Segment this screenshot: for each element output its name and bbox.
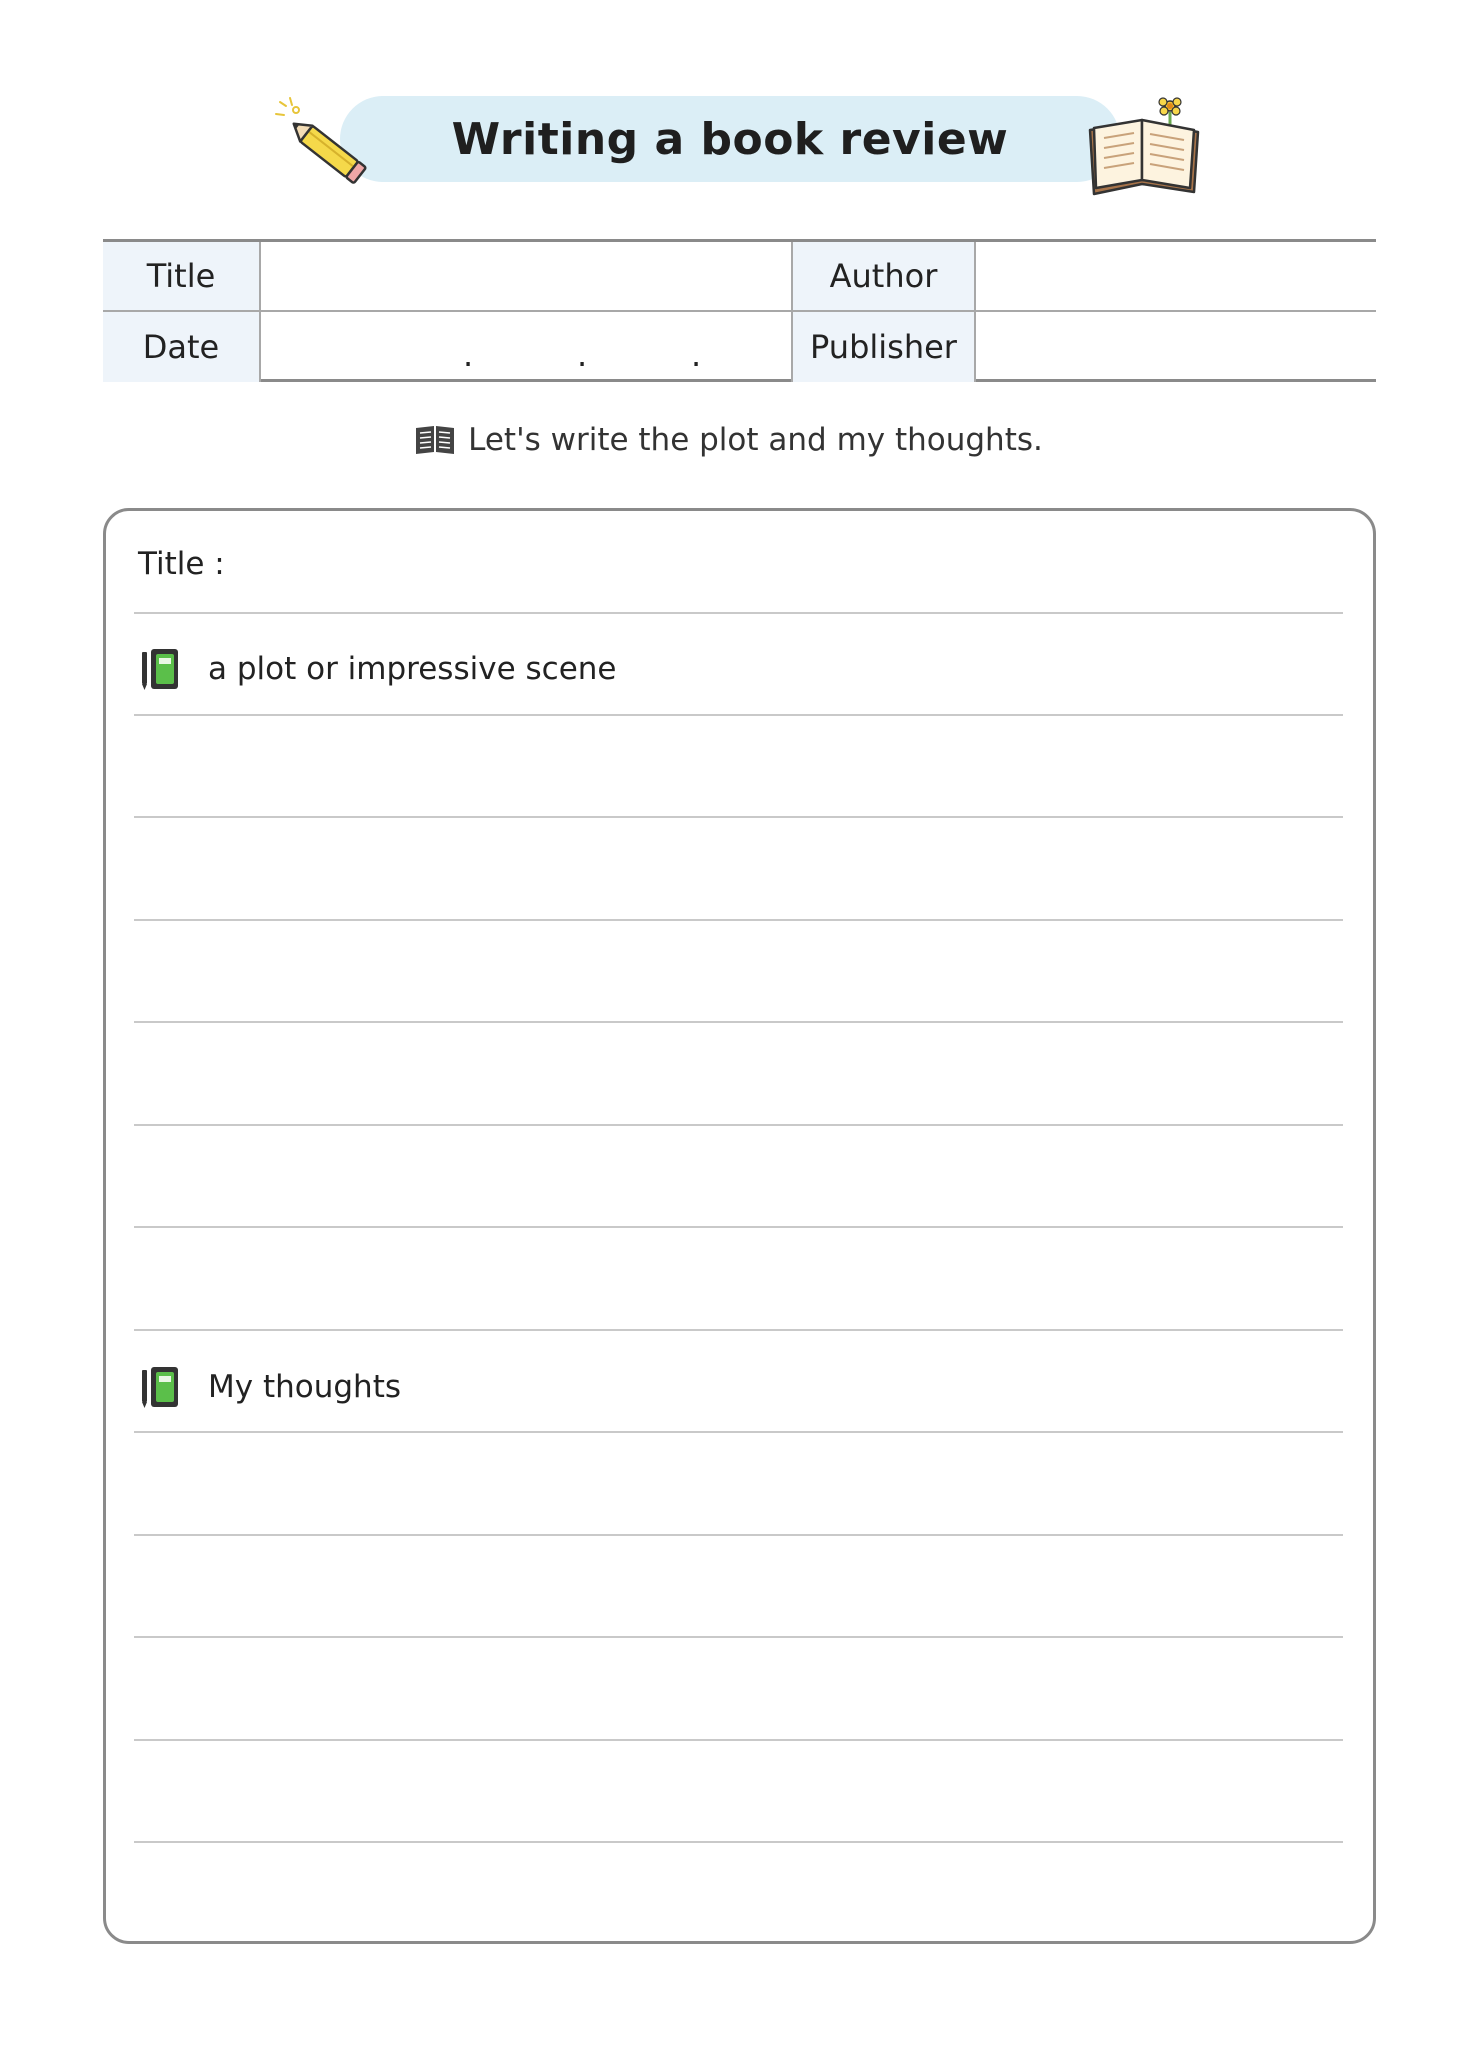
writing-line[interactable] <box>134 1636 1343 1638</box>
section-thoughts-label: My thoughts <box>208 1369 401 1405</box>
instruction-text: Let's write the plot and my thoughts. <box>468 422 1043 458</box>
writing-line[interactable] <box>134 1021 1343 1023</box>
date-separator: . <box>577 336 588 374</box>
writing-line[interactable] <box>134 1329 1343 1331</box>
section-thoughts-heading <box>140 1360 401 1414</box>
author-field[interactable] <box>976 242 1376 310</box>
writing-line[interactable] <box>134 1534 1343 1536</box>
writing-line[interactable] <box>134 1739 1343 1741</box>
writing-line[interactable] <box>134 1431 1343 1433</box>
notebook-pencil-icon <box>140 646 180 692</box>
date-separator: . <box>463 336 474 374</box>
writing-line[interactable] <box>134 1124 1343 1126</box>
date-label: Date <box>103 312 261 382</box>
section-plot-label: a plot or impressive scene <box>208 651 617 687</box>
page-title: Writing a book review <box>451 113 1009 165</box>
publisher-field[interactable] <box>976 312 1376 382</box>
title-field[interactable] <box>261 242 793 310</box>
book-icon <box>414 424 456 456</box>
instruction-line <box>0 418 1457 462</box>
writing-line[interactable] <box>134 1841 1343 1843</box>
title-label: Title <box>103 242 261 310</box>
section-plot-heading <box>140 642 616 696</box>
writing-line[interactable] <box>134 714 1343 716</box>
open-book-icon <box>1084 92 1206 204</box>
writing-line[interactable] <box>134 1226 1343 1228</box>
notebook-pencil-icon <box>140 1364 180 1410</box>
title-line[interactable] <box>134 612 1343 614</box>
book-info-table <box>103 239 1376 382</box>
writing-line[interactable] <box>134 919 1343 921</box>
publisher-label: Publisher <box>793 312 976 382</box>
author-label: Author <box>793 242 976 310</box>
info-row-date-publisher <box>103 312 1376 382</box>
pencil-icon <box>272 96 382 196</box>
date-separator: . <box>691 336 702 374</box>
date-field[interactable] <box>261 312 793 382</box>
info-row-title-author <box>103 242 1376 312</box>
writing-line[interactable] <box>134 816 1343 818</box>
worksheet-title-label: Title : <box>138 546 225 582</box>
